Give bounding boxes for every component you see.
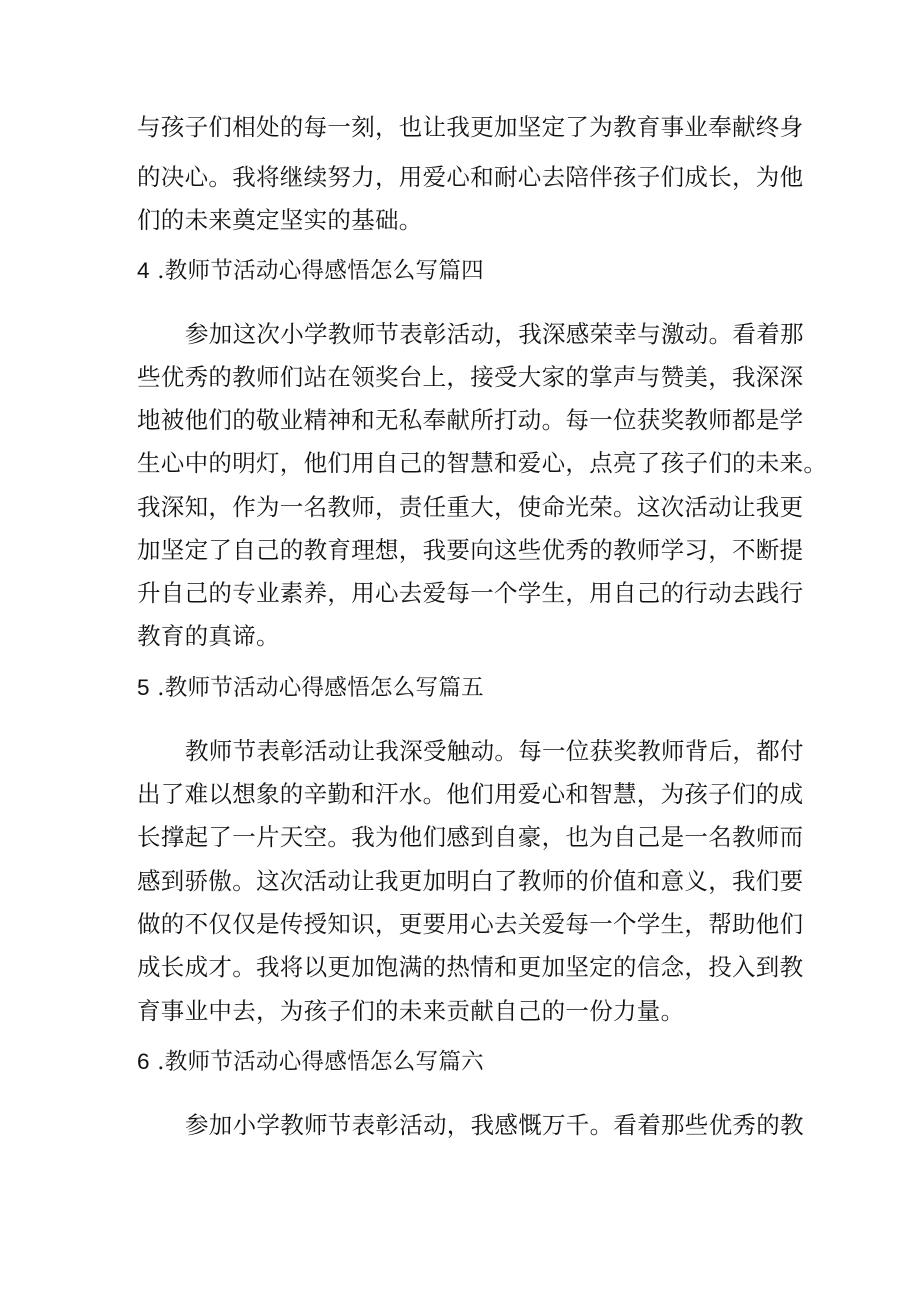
section-title: .教师节活动心得感悟怎么写篇五	[157, 675, 484, 701]
section-heading	[137, 260, 484, 283]
paragraph-line: 我深知，作为一名教师，责任重大，使命光荣。这次活动让我更	[137, 493, 804, 521]
paragraph-line: 与孩子们相处的每一刻，也让我更加坚定了为教育事业奉献终身	[137, 113, 804, 141]
paragraph-line: 加坚定了自己的教育理想，我要向这些优秀的教师学习，不断提	[137, 536, 804, 564]
paragraph-line: 做的不仅仅是传授知识，更要用心去关爱每一个学生，帮助他们	[137, 910, 804, 938]
section-number: 6	[137, 1049, 150, 1074]
section-number: 5	[137, 675, 150, 700]
paragraph-line: 感到骄傲。这次活动让我更加明白了教师的价值和意义，我们要	[137, 867, 804, 895]
paragraph-line: 长撑起了一片天空。我为他们感到自豪，也为自己是一名教师而	[137, 823, 804, 851]
section-heading	[137, 677, 484, 700]
paragraph-line: 生心中的明灯，他们用自己的智慧和爱心，点亮了孩子们的未来。	[137, 449, 828, 477]
section-title: .教师节活动心得感悟怎么写篇六	[157, 1049, 484, 1075]
paragraph-line: 地被他们的敬业精神和无私奉献所打动。每一位获奖教师都是学	[137, 406, 804, 434]
section-title: .教师节活动心得感悟怎么写篇四	[157, 258, 484, 284]
paragraph-line: 出了难以想象的辛勤和汗水。他们用爱心和智慧，为孩子们的成	[137, 780, 804, 808]
paragraph-line: 些优秀的教师们站在领奖台上，接受大家的掌声与赞美，我深深	[137, 363, 804, 391]
paragraph-line: 们的未来奠定坚实的基础。	[137, 206, 423, 234]
paragraph-line: 成长成才。我将以更加饱满的热情和更加坚定的信念，投入到教	[137, 953, 804, 981]
paragraph-line: 参加这次小学教师节表彰活动，我深感荣幸与激动。看着那	[185, 320, 804, 348]
paragraph-line: 的决心。我将继续努力，用爱心和耐心去陪伴孩子们成长，为他	[137, 163, 804, 191]
section-number: 4	[137, 258, 150, 283]
paragraph-line: 教师节表彰活动让我深受触动。每一位获奖教师背后，都付	[185, 737, 804, 765]
paragraph-line: 教育的真谛。	[137, 622, 280, 650]
section-heading	[137, 1051, 484, 1074]
paragraph-line: 升自己的专业素养，用心去爱每一个学生，用自己的行动去践行	[137, 579, 804, 607]
paragraph-line: 育事业中去，为孩子们的未来贡献自己的一份力量。	[137, 997, 685, 1025]
paragraph-line: 参加小学教师节表彰活动，我感慨万千。看着那些优秀的教	[185, 1111, 804, 1139]
